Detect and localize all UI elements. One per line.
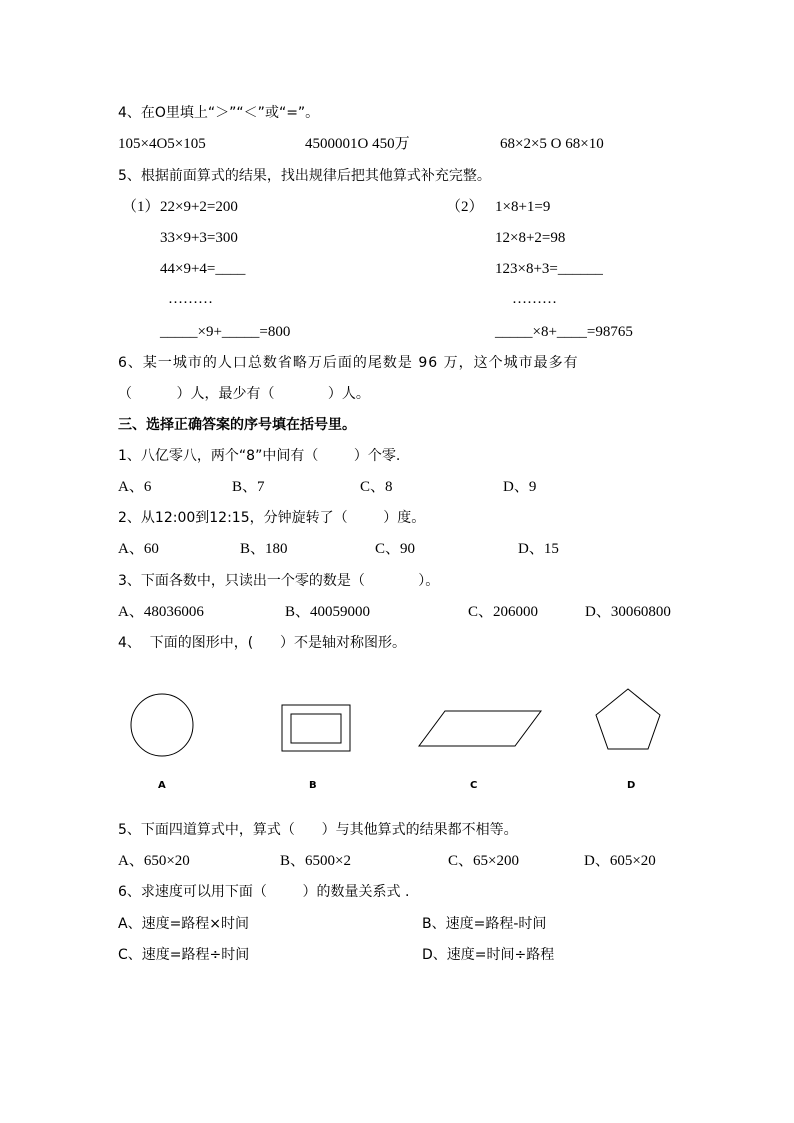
q4-item-1: 105×4O5×105 — [118, 136, 206, 152]
s3-q5-text: 5、下面四道算式中，算式（ ）与其他算式的结果都不相等。 — [118, 822, 518, 838]
q6-line-2: （ ）人，最少有（ ）人。 — [118, 386, 370, 402]
s3-q2-option-d: D、15 — [518, 541, 559, 557]
s3-q5-option-b: B、6500×2 — [280, 853, 351, 869]
section-3-title: 三、选择正确答案的序号填在括号里。 — [118, 417, 356, 433]
q6-line-1: 6、某一城市的人口总数省略万后面的尾数是 96 万，这个城市最多有 — [118, 355, 579, 371]
parallelogram-figure — [415, 705, 545, 755]
s3-q5-option-c: C、65×200 — [448, 853, 519, 869]
q5-left-line-5: _____×9+_____=800 — [160, 324, 291, 340]
s3-q1-option-d: D、9 — [503, 479, 537, 495]
q5-right-line-5: _____×8+____=98765 — [495, 324, 633, 340]
s3-q6-option-d: D、速度=时间÷路程 — [422, 947, 555, 963]
figure-label-d: D — [627, 780, 636, 791]
q5-right-line-4: ……… — [512, 291, 557, 307]
figure-label-b: B — [309, 780, 317, 791]
q5-title: 5、根据前面算式的结果，找出规律后把其他算式补充完整。 — [118, 168, 491, 184]
s3-q1-option-b: B、7 — [232, 479, 265, 495]
s3-q5-option-a: A、650×20 — [118, 853, 190, 869]
q5-right-line-2: 12×8+2=98 — [495, 230, 566, 246]
q5-left-line-3: 44×9+4=____ — [160, 261, 246, 277]
s3-q3-option-b: B、40059000 — [285, 604, 371, 620]
s3-q6-option-a: A、速度=路程×时间 — [118, 916, 250, 932]
figure-label-c: C — [470, 780, 478, 791]
s3-q1-option-a: A、6 — [118, 479, 152, 495]
q4-title: 4、在O里填上“＞”“＜”或“=”。 — [118, 105, 320, 121]
s3-q3-text: 3、下面各数中，只读出一个零的数是（ ）。 — [118, 573, 440, 589]
s3-q5-option-d: D、605×20 — [584, 853, 656, 869]
s3-q6-option-c: C、速度=路程÷时间 — [118, 947, 250, 963]
q5-left-line-4: ……… — [168, 291, 213, 307]
circle-figure — [120, 685, 210, 765]
q4-item-3: 68×2×5 O 68×10 — [500, 136, 604, 152]
nested-rectangle-figure — [278, 700, 358, 760]
q4-item-2: 4500001O 450万 — [305, 136, 410, 152]
s3-q1-option-c: C、8 — [360, 479, 393, 495]
s3-q1-text: 1、八亿零八，两个“8”中间有（ ）个零. — [118, 448, 401, 464]
s3-q2-option-b: B、180 — [240, 541, 288, 557]
pentagon-figure — [590, 685, 670, 755]
s3-q2-text: 2、从12:00到12:15，分钟旋转了（ ）度。 — [118, 510, 426, 526]
q5-left-line-1: 22×9+2=200 — [160, 199, 238, 215]
figure-label-a: A — [158, 780, 166, 791]
s3-q2-option-a: A、60 — [118, 541, 159, 557]
s3-q6-option-b: B、速度=路程-时间 — [422, 916, 547, 932]
s3-q6-text: 6、求速度可以用下面（ ）的数量关系式 . — [118, 884, 410, 900]
q5-right-line-1: 1×8+1=9 — [495, 199, 551, 215]
s3-q3-option-d: D、30060800 — [585, 604, 671, 620]
q5-right-label: （2） — [446, 199, 484, 215]
q5-left-line-2: 33×9+3=300 — [160, 230, 238, 246]
s3-q4-text: 4、 下面的图形中，( ）不是轴对称图形。 — [118, 635, 406, 651]
q5-left-label: （1） — [122, 199, 160, 215]
s3-q2-option-c: C、90 — [375, 541, 416, 557]
s3-q3-option-c: C、206000 — [468, 604, 539, 620]
q5-right-line-3: 123×8+3=______ — [495, 261, 603, 277]
s3-q3-option-a: A、48036006 — [118, 604, 204, 620]
